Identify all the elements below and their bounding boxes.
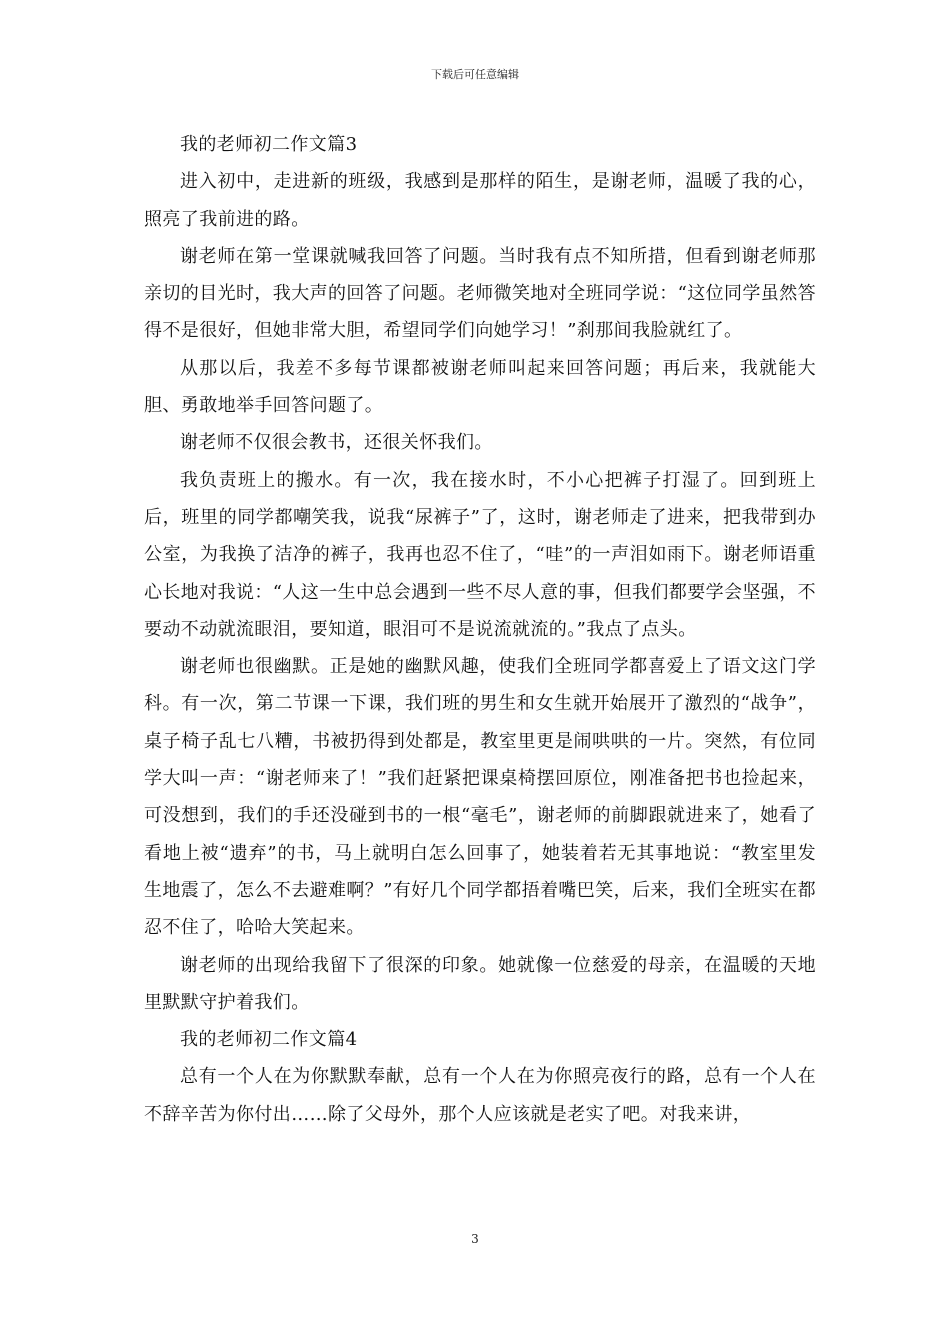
page-header: 下载后可任意编辑 — [431, 68, 519, 81]
section-title-3: 我的老师初二作文篇3 — [180, 134, 358, 155]
paragraph: 从那以后，我差不多每节课都被谢老师叫起来回答问题；再后来，我就能大胆、勇敢地举手回答问题了。 — [144, 357, 816, 417]
paragraph: 我负责班上的搬水。有一次，我在接水时，不小心把裤子打湿了。回到班上后，班里的同学都嘲笑我，说我“尿裤子”了，这时，谢老师走了进来，把我带到办公室，为我换了洁净的裤子，我再也忍不住了，“哇”的一声泪如雨下。谢老师语重心长地对我说：“人这一生中总会遇到一些不尽人意的事，但我们都要学会坚强，不要动不动就流眼泪，要知道，眼泪可不是说流就流的。”我点了点头。 — [144, 469, 816, 640]
paragraph: 总有一个人在为你默默奉献，总有一个人在为你照亮夜行的路，总有一个人在不辞辛苦为你付出……除了父母外，那个人应该就是老实了吧。对我来讲， — [144, 1066, 816, 1125]
paragraph: 谢老师不仅很会教书，还很关怀我们。 — [180, 432, 493, 454]
paragraph: 谢老师也很幽默。正是她的幽默风趣，使我们全班同学都喜爱上了语文这门学科。有一次，第二节课一下课，我们班的男生和女生就开始展开了激烈的“战争”，桌子椅子乱七八糟，书被扔得到处都是，教室里更是闹哄哄的一片。突然，有位同学大叫一声：“谢老师来了！”我们赶紧把课桌椅摆回原位，刚准备把书也捡起来，可没想到，我们的手还没碰到书的一根“毫毛”，谢老师的前脚跟就进来了，她看了看地上被“遗弃”的书，马上就明白怎么回事了，她装着若无其事地说：“教室里发生地震了，怎么不去避难啊？”有好几个同学都捂着嘴巴笑，后来，我们全班实在都忍不住了，哈哈大笑起来。 — [144, 656, 816, 939]
paragraph: 谢老师在第一堂课就喊我回答了问题。当时我有点不知所措，但看到谢老师那亲切的目光时，我大声的回答了问题。老师微笑地对全班同学说：“这位同学虽然答得不是很好，但她非常大胆，希望同学们向她学习！”刹那间我脸就红了。 — [144, 245, 816, 342]
section-title-4: 我的老师初二作文篇4 — [180, 1029, 358, 1051]
document-body — [144, 126, 816, 1133]
paragraph: 谢老师的出现给我留下了很深的印象。她就像一位慈爱的母亲，在温暖的天地里默默守护着我们。 — [144, 954, 816, 1013]
page-number: 3 — [471, 1232, 479, 1246]
paragraph: 进入初中，走进新的班级，我感到是那样的陌生，是谢老师，温暖了我的心，照亮了我前进的路。 — [144, 171, 816, 230]
